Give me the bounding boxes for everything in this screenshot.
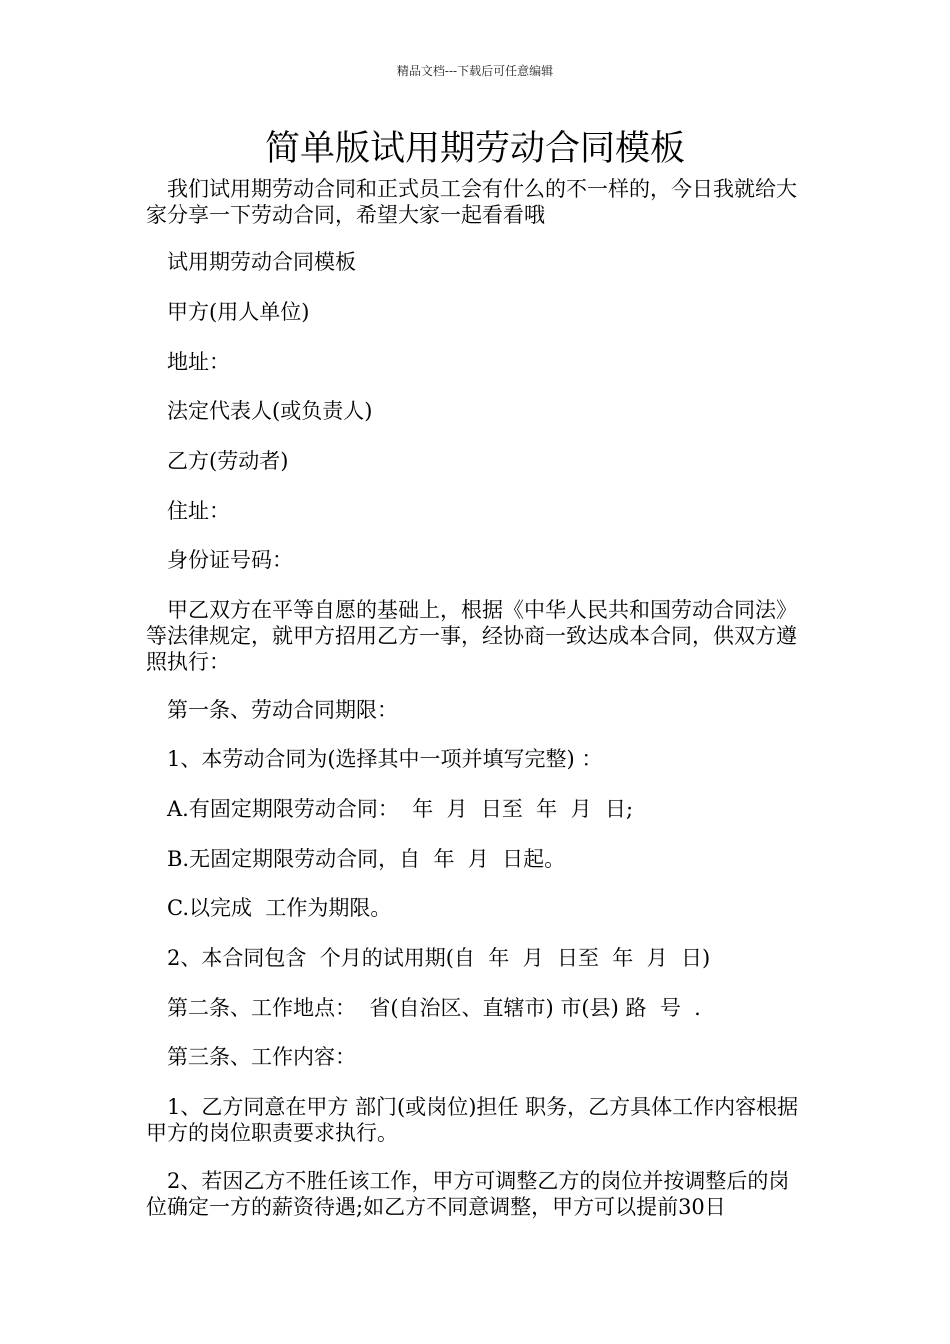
article1-option-a: A.有固定期限劳动合同： 年 月 日至 年 月 日; [167, 797, 634, 821]
party-a-label: 甲方(用人单位) [167, 300, 310, 324]
id-number-label: 身份证号码： [167, 548, 293, 572]
article3-item2: 2、若因乙方不胜任该工作，甲方可调整乙方的岗位并按调整后的岗位确定一方的薪资待遇;如乙方不同意调整，甲方可以提前30日 [146, 1169, 790, 1219]
article1-item2: 2、本合同包含 个月的试用期(自 年 月 日至 年 月 日) [167, 946, 711, 970]
document-title: 简单版试用期劳动合同模板 [264, 129, 685, 169]
article1-option-c: C.以完成 工作为期限。 [167, 896, 392, 920]
article3-title: 第三条、工作内容： [167, 1045, 356, 1069]
party-b-label: 乙方(劳动者) [167, 449, 289, 473]
page-header-watermark: 精品文档---下载后可任意编辑 [396, 64, 554, 78]
article1-title: 第一条、劳动合同期限： [167, 698, 398, 722]
preamble-paragraph: 甲乙双方在平等自愿的基础上，根据《中华人民共和国劳动合同法》等法律规定，就甲方招用乙方一事，经协商一致达成本合同，供双方遵照执行： [146, 598, 797, 674]
address-label: 地址： [167, 350, 230, 374]
legal-representative-label: 法定代表人(或负责人) [167, 399, 373, 423]
contract-subtitle: 试用期劳动合同模板 [167, 250, 356, 274]
article1-item1: 1、本劳动合同为(选择其中一项并填写完整) ： [167, 747, 603, 771]
intro-paragraph: 我们试用期劳动合同和正式员工会有什么的不一样的，今日我就给大家分享一下劳动合同，希望大家一起看看哦 [146, 177, 797, 227]
article2-work-location: 第二条、工作地点： 省(自治区、直辖市) 市(县) 路 号 . [167, 996, 701, 1020]
article3-item1: 1、乙方同意在甲方 部门(或岗位)担任 职务，乙方具体工作内容根据甲方的岗位职责要求执行。 [146, 1095, 799, 1145]
article1-option-b: B.无固定期限劳动合同，自 年 月 日起。 [167, 847, 566, 871]
residence-label: 住址： [167, 499, 230, 523]
